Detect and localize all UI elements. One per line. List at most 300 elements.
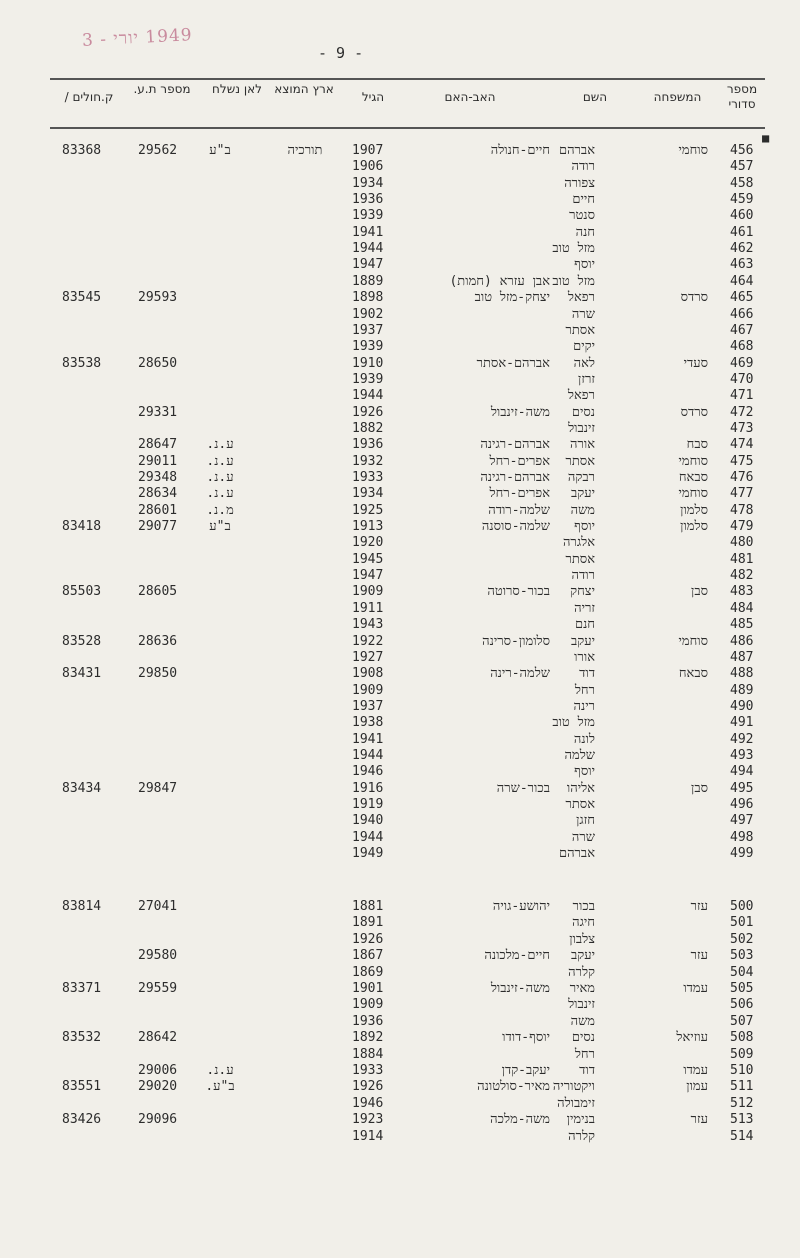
cell-name: אברהם: [558, 846, 595, 862]
cell-name: צפורה: [564, 175, 595, 191]
cell-year: 1939: [352, 339, 384, 355]
cell-num: 514: [730, 1128, 754, 1144]
table-row: [0, 1046, 800, 1063]
cell-name: חזגן: [576, 813, 595, 829]
cell-name: אסתר: [565, 322, 595, 338]
cell-name: רודה: [571, 568, 595, 584]
cell-year: 1939: [352, 371, 384, 387]
cell-year: 1908: [352, 666, 384, 682]
cell-year: 1944: [352, 241, 384, 257]
cell-family: סבאח: [678, 470, 708, 485]
cell-num: 488: [730, 666, 754, 682]
cell-num: 478: [730, 502, 754, 518]
cell-name: יוסף: [574, 519, 595, 535]
table-row: [0, 158, 800, 175]
cell-name: נסים: [571, 1030, 595, 1046]
cell-name: נסים: [571, 404, 595, 420]
cell-year: 1922: [352, 633, 384, 649]
cell-num: 482: [730, 568, 754, 584]
table-row: [0, 289, 800, 306]
cell-family: סלמון: [680, 519, 708, 535]
cell-num: 496: [730, 797, 754, 812]
cell-family: סבן: [691, 584, 708, 600]
cell-sent: ע.נ.: [206, 437, 234, 453]
cell-tz: 28636: [138, 633, 178, 649]
cell-tz: 28647: [138, 437, 178, 453]
cell-sent: ע.נ.: [206, 486, 234, 502]
cell-year: 1901: [352, 981, 384, 996]
cell-name: אסתר: [565, 797, 595, 812]
cell-year: 1946: [352, 1095, 384, 1111]
cell-num: 460: [730, 208, 754, 224]
cell-tz: 28601: [138, 502, 178, 518]
cell-num: 504: [730, 964, 754, 980]
table-row: [0, 698, 800, 715]
cell-parents: בכור-שרה: [496, 780, 550, 796]
cell-name: אלגרה: [562, 535, 595, 551]
cell-name: רפאל: [567, 290, 595, 306]
table-row: [0, 273, 800, 290]
table-row: [0, 551, 800, 568]
cell-parents: אברהם-רגינה: [480, 437, 550, 453]
table-row: [0, 980, 800, 997]
cell-year: 1919: [352, 797, 384, 812]
cell-name: שרה: [571, 306, 595, 322]
table-row: [0, 682, 800, 699]
cell-year: 1926: [352, 1079, 384, 1095]
table-row: [0, 191, 800, 208]
table-row: [0, 665, 800, 682]
cell-sent: ב"ע.: [205, 1079, 235, 1095]
table-row: [0, 469, 800, 486]
cell-num: 466: [730, 306, 754, 322]
cell-name: מזל טוב: [552, 273, 595, 289]
cell-name: חיגה: [572, 915, 595, 931]
cell-sent: ע.נ.: [206, 453, 234, 469]
table-row: [0, 996, 800, 1013]
header-serial: מספר סדורי: [726, 82, 758, 111]
cell-parents: בכור-סרוטה: [487, 584, 550, 600]
cell-parents: סלומון-סרינה: [482, 633, 550, 649]
cell-num: 464: [730, 273, 754, 289]
cell-num: 471: [730, 388, 754, 404]
cell-year: 1944: [352, 747, 384, 763]
cell-num: 513: [730, 1112, 754, 1128]
header-name: השם: [582, 90, 608, 104]
cell-name: יצחק: [570, 584, 595, 600]
cell-name: אברהם: [558, 143, 595, 158]
cell-tz: 27041: [138, 899, 178, 914]
cell-family: עמדו: [683, 1063, 708, 1078]
cell-name: מזל טוב: [552, 715, 595, 731]
cell-year: 1936: [352, 437, 384, 453]
cell-mfkd: 83431: [62, 666, 102, 682]
table-row: [0, 404, 800, 421]
cell-num: 457: [730, 159, 754, 175]
cell-year: 1933: [352, 1063, 384, 1078]
table-row: [0, 780, 800, 797]
header-top-rule: [50, 78, 765, 80]
cell-num: 459: [730, 192, 754, 208]
cell-num: 456: [730, 143, 754, 158]
header-bottom-rule: [50, 127, 765, 129]
cell-year: 1946: [352, 764, 384, 780]
cell-year: 1945: [352, 551, 384, 567]
cell-num: 463: [730, 257, 754, 273]
cell-year: 1913: [352, 519, 384, 535]
cell-name: קלרה: [568, 1128, 595, 1144]
table-row: [0, 420, 800, 437]
header-parents: האב-האם: [444, 90, 496, 104]
cell-tz: 29077: [138, 519, 178, 535]
table-row: [0, 322, 800, 339]
cell-year: 1926: [352, 404, 384, 420]
cell-parents: אברהם-רגינה: [480, 470, 550, 485]
cell-mfkd: 83418: [62, 519, 102, 535]
cell-name: יעקב: [571, 486, 595, 502]
cell-name: משה: [570, 1013, 595, 1029]
cell-year: 1910: [352, 355, 384, 371]
cell-name: זינבול: [568, 997, 595, 1013]
cell-parents: שלמה-רינה: [490, 666, 550, 682]
table-row: [0, 796, 800, 813]
cell-parents: אברהם-אסתר: [476, 355, 550, 371]
cell-year: 1947: [352, 257, 384, 273]
cell-num: 480: [730, 535, 754, 551]
margin-mark: ■: [762, 131, 770, 145]
cell-mfkd: 83434: [62, 780, 102, 796]
cell-year: 1902: [352, 306, 384, 322]
cell-year: 1936: [352, 192, 384, 208]
cell-num: 485: [730, 617, 754, 633]
cell-tz: 28650: [138, 355, 178, 371]
cell-name: דוד: [579, 666, 595, 682]
cell-year: 1916: [352, 780, 384, 796]
cell-num: 509: [730, 1046, 754, 1062]
cell-name: יעקב: [571, 948, 595, 964]
cell-parents: חיים-מלכונה: [484, 948, 550, 964]
cell-mfkd: 83371: [62, 981, 102, 996]
cell-name: אורה: [570, 437, 595, 453]
cell-year: 1934: [352, 486, 384, 502]
table-row: [0, 633, 800, 650]
cell-num: 507: [730, 1013, 754, 1029]
cell-name: חיים: [572, 192, 595, 208]
cell-parents: יעקב-קדן: [501, 1063, 550, 1078]
cell-num: 486: [730, 633, 754, 649]
table-row: [0, 240, 800, 257]
cell-year: 1926: [352, 931, 384, 947]
cell-year: 1939: [352, 208, 384, 224]
table-row: [0, 518, 800, 535]
cell-name: רבקה: [567, 470, 595, 485]
cell-year: 1941: [352, 731, 384, 747]
cell-mfkd: 83551: [62, 1079, 102, 1095]
table-row: [0, 355, 800, 372]
cell-name: רחל: [574, 682, 595, 698]
header-sent: לאן נשלח: [212, 82, 262, 96]
cell-tz: 28634: [138, 486, 178, 502]
table-row: [0, 649, 800, 666]
cell-family: סוחמי: [678, 453, 708, 469]
cell-num: 490: [730, 698, 754, 714]
table-row: [0, 534, 800, 551]
cell-family: עזר: [690, 948, 708, 964]
cell-family: סוחמי: [678, 143, 708, 158]
cell-parents: משה-מלכה: [490, 1112, 550, 1128]
cell-num: 470: [730, 371, 754, 387]
cell-num: 479: [730, 519, 754, 535]
cell-year: 1909: [352, 682, 384, 698]
cell-family: עזר: [690, 899, 708, 914]
table-row: [0, 1078, 800, 1095]
cell-num: 484: [730, 600, 754, 616]
cell-num: 505: [730, 981, 754, 996]
cell-tz: 29331: [138, 404, 178, 420]
table-row: [0, 964, 800, 981]
cell-num: 469: [730, 355, 754, 371]
cell-year: 1884: [352, 1046, 384, 1062]
cell-mfkd: 83528: [62, 633, 102, 649]
cell-year: 1867: [352, 948, 384, 964]
cell-parents: יהושע-גויה: [492, 899, 550, 914]
table-row: [0, 1128, 800, 1145]
cell-mfkd: 83538: [62, 355, 102, 371]
cell-name: אסתר: [565, 551, 595, 567]
cell-tz: 29593: [138, 290, 178, 306]
cell-name: רודה: [571, 159, 595, 175]
table-row: [0, 812, 800, 829]
cell-sent: ע.נ.: [206, 1063, 234, 1078]
table-row: [0, 1095, 800, 1112]
cell-year: 1937: [352, 698, 384, 714]
cell-name: יוסף: [574, 257, 595, 273]
cell-family: סרדס: [680, 404, 708, 420]
cell-year: 1947: [352, 568, 384, 584]
cell-tz: 29096: [138, 1112, 178, 1128]
cell-tz: 29559: [138, 981, 178, 996]
cell-parents: משה-זינבול: [490, 404, 550, 420]
cell-num: 467: [730, 322, 754, 338]
cell-num: 483: [730, 584, 754, 600]
cell-name: דוד: [579, 1063, 595, 1078]
cell-num: 458: [730, 175, 754, 191]
cell-name: אליהו: [566, 780, 595, 796]
cell-year: 1911: [352, 600, 384, 616]
table-row: [0, 453, 800, 470]
cell-parents: יצחק-מזל טוב: [474, 290, 550, 306]
cell-num: 487: [730, 649, 754, 665]
cell-tz: 29580: [138, 948, 178, 964]
table-row: [0, 567, 800, 584]
cell-parents: מאיר-סולטונה: [477, 1079, 550, 1095]
cell-name: לאה: [573, 355, 595, 371]
cell-name: אסתר: [565, 453, 595, 469]
cell-num: 501: [730, 915, 754, 931]
cell-year: 1906: [352, 159, 384, 175]
cell-year: 1892: [352, 1030, 384, 1046]
cell-num: 503: [730, 948, 754, 964]
cell-num: 472: [730, 404, 754, 420]
cell-num: 493: [730, 747, 754, 763]
cell-num: 499: [730, 846, 754, 862]
cell-name: מאיר: [569, 981, 595, 996]
header-tz: מספר ת.ע.: [133, 82, 191, 96]
header-age: הגיל: [361, 90, 385, 104]
cell-family: עוזיאל: [676, 1030, 708, 1046]
cell-family: סבאח: [678, 666, 708, 682]
cell-year: 1934: [352, 175, 384, 191]
table-row: [0, 845, 800, 862]
cell-year: 1907: [352, 143, 384, 158]
cell-year: 1940: [352, 813, 384, 829]
cell-tz: 29847: [138, 780, 178, 796]
table-row: [0, 1029, 800, 1046]
cell-year: 1936: [352, 1013, 384, 1029]
table-row: [0, 600, 800, 617]
cell-num: 510: [730, 1063, 754, 1078]
header-mfkd: ק.חולים /: [64, 90, 114, 104]
cell-family: סעדי: [683, 355, 708, 371]
cell-mfkd: 85503: [62, 584, 102, 600]
cell-parents: אבן עזרא (חמות): [449, 273, 550, 289]
cell-name: שרה: [571, 829, 595, 845]
table-row: [0, 256, 800, 273]
cell-num: 491: [730, 715, 754, 731]
cell-name: זימבולה: [557, 1095, 595, 1111]
cell-mfkd: 83545: [62, 290, 102, 306]
cell-num: 461: [730, 224, 754, 240]
table-row: [0, 583, 800, 600]
cell-year: 1932: [352, 453, 384, 469]
cell-num: 512: [730, 1095, 754, 1111]
cell-num: 468: [730, 339, 754, 355]
cell-year: 1925: [352, 502, 384, 518]
table-row: [0, 616, 800, 633]
cell-mfkd: 83426: [62, 1112, 102, 1128]
cell-family: עמון: [686, 1079, 708, 1095]
cell-num: 506: [730, 997, 754, 1013]
table-row: [0, 142, 800, 159]
cell-num: 489: [730, 682, 754, 698]
header-family: המשפחה: [653, 90, 702, 104]
header-origin: ארץ המוצא: [274, 82, 334, 96]
cell-mfkd: 83368: [62, 143, 102, 158]
table-row: [0, 207, 800, 224]
cell-year: 1923: [352, 1112, 384, 1128]
table-row: [0, 747, 800, 764]
cell-year: 1941: [352, 224, 384, 240]
cell-num: 492: [730, 731, 754, 747]
cell-mfkd: 83814: [62, 899, 102, 914]
cell-num: 481: [730, 551, 754, 567]
cell-parents: שלמה-סוסנה: [481, 519, 550, 535]
cell-name: רפאל: [567, 388, 595, 404]
cell-year: 1920: [352, 535, 384, 551]
cell-parents: יוסף-דודו: [502, 1030, 550, 1046]
table-row: [0, 485, 800, 502]
cell-year: 1881: [352, 899, 384, 914]
cell-name: צלבון: [569, 931, 595, 947]
page-number: - 9 -: [318, 44, 364, 62]
cell-family: סבח: [686, 437, 708, 453]
cell-name: לונה: [573, 731, 595, 747]
cell-num: 465: [730, 290, 754, 306]
cell-num: 474: [730, 437, 754, 453]
cell-year: 1869: [352, 964, 384, 980]
cell-parents: שלמה-רודה: [488, 502, 550, 518]
cell-num: 476: [730, 470, 754, 485]
cell-family: סלמון: [680, 502, 708, 518]
cell-year: 1914: [352, 1128, 384, 1144]
cell-num: 500: [730, 899, 754, 914]
cell-tz: 28605: [138, 584, 178, 600]
cell-name: קלרה: [568, 964, 595, 980]
cell-year: 1943: [352, 617, 384, 633]
cell-num: 511: [730, 1079, 754, 1095]
cell-family: עזר: [690, 1112, 708, 1128]
cell-year: 1949: [352, 846, 384, 862]
table-row: [0, 1062, 800, 1079]
cell-year: 1909: [352, 584, 384, 600]
cell-family: סוחמי: [678, 633, 708, 649]
cell-parents: משה-זינבול: [490, 981, 550, 996]
cell-name: מזל טוב: [552, 241, 595, 257]
cell-num: 473: [730, 420, 754, 436]
table-row: [0, 1111, 800, 1128]
cell-year: 1909: [352, 997, 384, 1013]
table-row: [0, 338, 800, 355]
cell-num: 494: [730, 764, 754, 780]
cell-sent: ב"ע: [209, 519, 231, 535]
table-row: [0, 1013, 800, 1030]
cell-name: זריה: [574, 600, 595, 616]
cell-name: יוסף: [574, 764, 595, 780]
cell-name: זינבול: [568, 420, 595, 436]
cell-tz: 29020: [138, 1079, 178, 1095]
cell-year: 1882: [352, 420, 384, 436]
cell-num: 502: [730, 931, 754, 947]
table-row: [0, 436, 800, 453]
cell-name: חנם: [574, 617, 595, 633]
table-row: [0, 387, 800, 404]
cell-name: משה: [570, 502, 595, 518]
cell-name: סנטר: [569, 208, 595, 224]
table-row: [0, 175, 800, 192]
cell-num: 475: [730, 453, 754, 469]
cell-tz: 29348: [138, 470, 178, 485]
table-row: [0, 371, 800, 388]
cell-name: רחל: [574, 1046, 595, 1062]
cell-year: 1891: [352, 915, 384, 931]
cell-parents: אפרים-רחל: [489, 453, 550, 469]
cell-name: ויקטוריה: [552, 1079, 595, 1095]
table-row: [0, 914, 800, 931]
cell-year: 1937: [352, 322, 384, 338]
table-row: [0, 224, 800, 241]
table-row: [0, 731, 800, 748]
cell-year: 1889: [352, 273, 384, 289]
cell-name: זרזן: [578, 371, 595, 387]
cell-num: 495: [730, 780, 754, 796]
cell-name: רינה: [573, 698, 595, 714]
cell-name: חנה: [575, 224, 595, 240]
cell-tz: 28642: [138, 1030, 178, 1046]
cell-year: 1927: [352, 649, 384, 665]
cell-num: 498: [730, 829, 754, 845]
cell-name: יקים: [573, 339, 595, 355]
cell-sent: ב"ע: [209, 143, 231, 158]
